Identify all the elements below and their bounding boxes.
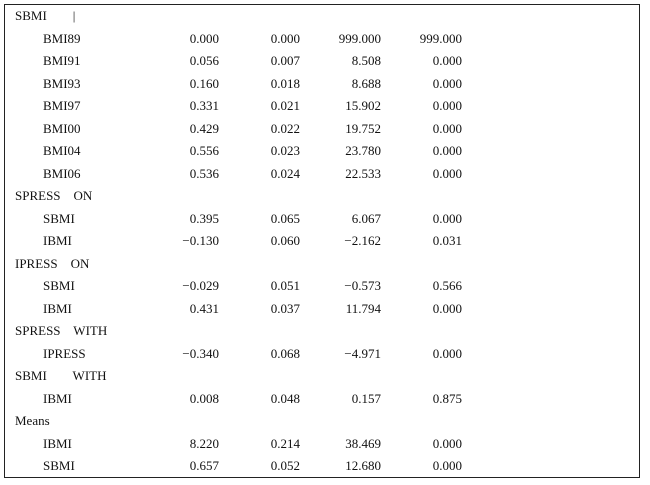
std-error-cell: 0.018 — [270, 75, 300, 91]
t-value-cell: 22.533 — [345, 165, 381, 181]
t-value-cell: 0.157 — [351, 390, 381, 406]
std-error-cell: 0.214 — [270, 435, 300, 451]
t-value-cell: 999.000 — [338, 30, 381, 46]
estimate-cell: 0.008 — [189, 390, 219, 406]
estimate-cell: 0.431 — [189, 300, 219, 316]
t-value-cell: 6.067 — [351, 210, 381, 226]
p-value-cell: 0.000 — [432, 458, 462, 473]
table-row — [5, 163, 639, 185]
t-value-cell: 15.902 — [345, 98, 381, 113]
section-label: SPRESS ON — [15, 188, 93, 203]
p-value-cell: 0.000 — [432, 120, 462, 136]
std-error-cell: 0.024 — [270, 165, 300, 181]
section-header-row — [5, 410, 639, 432]
table-row — [5, 230, 639, 252]
t-value-cell: −2.162 — [344, 233, 381, 248]
p-value-cell: 0.566 — [432, 278, 462, 293]
std-error-cell: 0.065 — [270, 210, 300, 226]
row-label: SBMI — [43, 458, 75, 473]
std-error-cell: 0.022 — [270, 120, 300, 136]
std-error-cell: 0.068 — [270, 345, 300, 361]
section-header-row — [5, 5, 639, 27]
p-value-cell: 0.000 — [432, 165, 462, 181]
p-value-cell: 999.000 — [419, 30, 462, 46]
t-value-cell: 38.469 — [345, 435, 381, 451]
estimate-cell: 0.160 — [189, 75, 219, 91]
estimate-cell: 0.657 — [189, 458, 219, 473]
table-row — [5, 73, 639, 95]
p-value-cell: 0.000 — [432, 143, 462, 158]
p-value-cell: 0.000 — [432, 53, 462, 68]
estimate-cell: 0.556 — [189, 143, 219, 158]
std-error-cell: 0.000 — [270, 30, 300, 46]
table-row — [5, 118, 639, 140]
estimate-cell: 0.056 — [189, 53, 219, 68]
table-row — [5, 95, 639, 117]
estimate-cell: 0.331 — [189, 98, 219, 113]
table-row — [5, 28, 639, 50]
p-value-cell: 0.000 — [432, 98, 462, 113]
section-header-row — [5, 365, 639, 387]
std-error-cell: 0.021 — [270, 98, 300, 113]
row-label: BMI04 — [43, 143, 81, 158]
table-row — [5, 140, 639, 162]
row-label: IBMI — [43, 233, 72, 248]
row-label: IBMI — [43, 300, 72, 316]
t-value-cell: −4.971 — [344, 345, 381, 361]
std-error-cell: 0.052 — [270, 458, 300, 473]
std-error-cell: 0.023 — [270, 143, 300, 158]
p-value-cell: 0.000 — [432, 210, 462, 226]
row-label: BMI06 — [43, 165, 81, 181]
section-label: SBMI WITH — [15, 368, 107, 383]
t-value-cell: 8.688 — [351, 75, 381, 91]
t-value-cell: 23.780 — [345, 143, 381, 158]
std-error-cell: 0.051 — [270, 278, 300, 293]
table-row — [5, 433, 639, 455]
row-label: SBMI — [43, 210, 75, 226]
p-value-cell: 0.000 — [432, 435, 462, 451]
row-label: IBMI — [43, 435, 72, 451]
estimate-cell: 0.000 — [189, 30, 219, 46]
row-label: BMI91 — [43, 53, 81, 68]
t-value-cell: −0.573 — [344, 278, 381, 293]
estimate-cell: −0.029 — [182, 278, 219, 293]
p-value-cell: 0.000 — [432, 345, 462, 361]
std-error-cell: 0.060 — [270, 233, 300, 248]
row-label: BMI89 — [43, 30, 81, 46]
table-row — [5, 388, 639, 410]
std-error-cell: 0.037 — [270, 300, 300, 316]
t-value-cell: 8.508 — [351, 53, 381, 68]
section-label: SPRESS WITH — [15, 323, 108, 338]
std-error-cell: 0.007 — [270, 53, 300, 68]
row-label: IPRESS — [43, 345, 86, 361]
section-header-row — [5, 320, 639, 342]
section-label: SBMI | — [15, 8, 76, 23]
section-label: Means — [15, 413, 50, 428]
estimate-cell: −0.340 — [182, 345, 219, 361]
t-value-cell: 11.794 — [345, 300, 381, 316]
p-value-cell: 0.000 — [432, 300, 462, 316]
results-table — [4, 4, 640, 478]
p-value-cell: 0.875 — [432, 390, 462, 406]
row-label: BMI97 — [43, 98, 81, 113]
p-value-cell: 0.000 — [432, 75, 462, 91]
table-row — [5, 208, 639, 230]
t-value-cell: 12.680 — [345, 458, 381, 473]
table-row — [5, 50, 639, 72]
std-error-cell: 0.048 — [270, 390, 300, 406]
row-label: BMI00 — [43, 120, 81, 136]
table-row — [5, 298, 639, 320]
estimate-cell: −0.130 — [182, 233, 219, 248]
estimate-cell: 8.220 — [189, 435, 219, 451]
estimate-cell: 0.536 — [189, 165, 219, 181]
section-header-row — [5, 185, 639, 207]
row-label: BMI93 — [43, 75, 81, 91]
section-label: IPRESS ON — [15, 255, 90, 271]
p-value-cell: 0.031 — [432, 233, 462, 248]
row-label: IBMI — [43, 390, 72, 406]
estimate-cell: 0.395 — [189, 210, 219, 226]
table-row — [5, 455, 639, 477]
section-header-row — [5, 253, 639, 275]
row-label: SBMI — [43, 278, 75, 293]
estimate-cell: 0.429 — [189, 120, 219, 136]
table-row — [5, 275, 639, 297]
table-row — [5, 343, 639, 365]
t-value-cell: 19.752 — [345, 120, 381, 136]
